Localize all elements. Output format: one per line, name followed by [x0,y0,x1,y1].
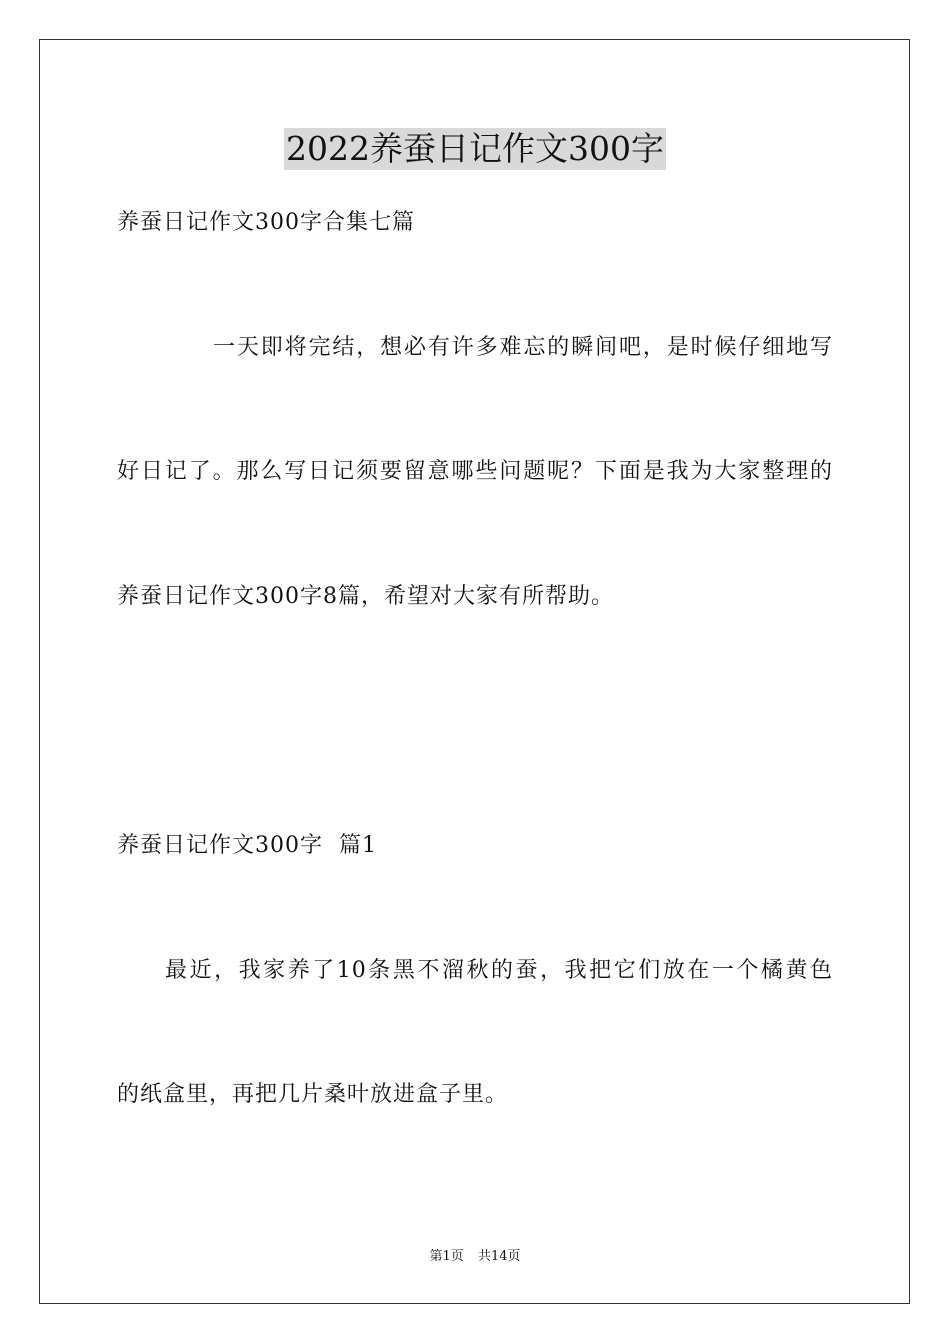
subtitle: 养蚕日记作文300字合集七篇 [117,210,415,235]
document-title: 2022养蚕日记作文300字 [286,129,664,168]
section-heading: 养蚕日记作文300字 篇1 [117,833,377,858]
page-footer [0,1248,950,1266]
intro-line-2: 好日记了。那么写日记须要留意哪些问题呢？下面是我为大家整理的 [117,459,833,484]
intro-line-1: 一天即将完结，想必有许多难忘的瞬间吧，是时候仔细地写 [213,335,833,360]
document-title-block [0,128,950,170]
intro-line-3: 养蚕日记作文300字8篇，希望对大家有所帮助。 [117,584,614,609]
page-number-current: 第1页 [429,1249,464,1264]
section-line-1: 最近，我家养了10条黑不溜秋的蚕，我把它们放在一个橘黄色 [165,958,833,983]
page-number-total: 共14页 [477,1249,521,1264]
section-line-2: 的纸盒里，再把几片桑叶放进盒子里。 [117,1082,509,1107]
